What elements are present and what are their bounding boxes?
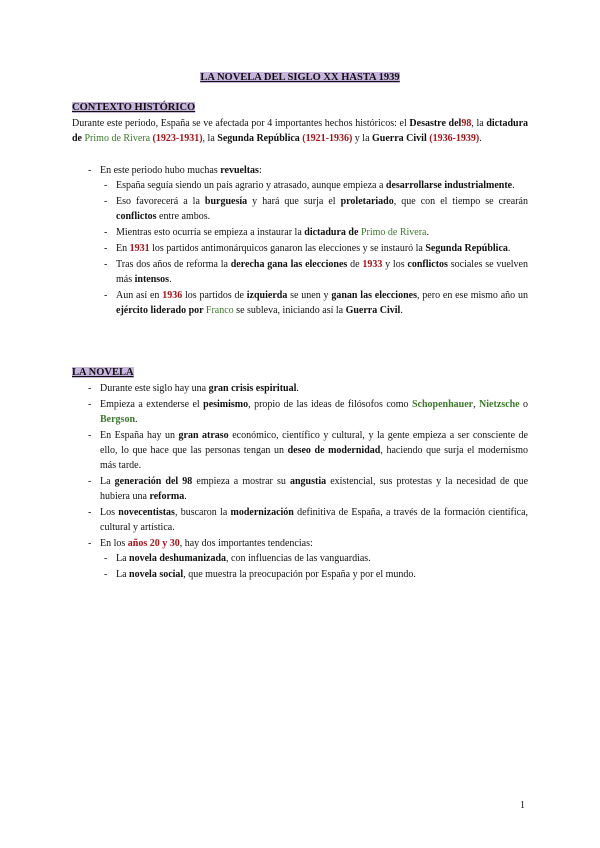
list-item: - Aun así en 1936 los partidos de izquierda se unen y ganan las elecciones, pero en ese mismo año un ejército liderado por Franco se subleva, iniciando así la Guerra Civil. <box>72 288 528 318</box>
list-item: - Mientras esto ocurría se empieza a instaurar la dictadura de Primo de Rivera. <box>72 225 528 240</box>
novel-sublist <box>100 551 528 582</box>
list-item: - En este periodo hubo muchas revueltas: - España seguía siendo un país agrario y atrasado, aunque empieza a desarrollarse industrialmente. - Eso favorecerá a la burguesía y hará que surja el proletariado, que con el tiempo se crearán conflictos entre ambos. - Mientras esto ocurría se empieza a instaurar la dictadura de Primo de Rivera. - En 1931 los partidos antimonárquicos ganaron las elecciones y se instauró la Segunda República. - Tras dos años de reforma la derecha gana las elecciones de 1933 y los conflictos sociales se vuelven más intensos. - Aun así en 1936 los partidos de izquierda se unen y ganan las elecciones, pero en ese mismo año un ejército liderado por Franco se subleva, iniciando así la Guerra Civil. <box>72 163 528 318</box>
list-item: - En 1931 los partidos antimonárquicos ganaron las elecciones y se instauró la Segunda República. <box>72 241 528 256</box>
list-item: - La generación del 98 empieza a mostrar su angustia existencial, sus protestas y la necesidad de que hubiera una reforma. <box>72 474 528 504</box>
context-list <box>72 163 528 319</box>
list-item: - Empieza a extenderse el pesimismo, propio de las ideas de filósofos como Schopenhauer, Nietzsche o Bergson. <box>72 397 528 427</box>
section-heading-context: CONTEXTO HISTÓRICO <box>72 102 196 113</box>
novel-list <box>72 381 528 583</box>
section-heading-novel: LA NOVELA <box>72 367 134 378</box>
page-number: 1 <box>520 800 525 811</box>
list-item: - En España hay un gran atraso económico, científico y cultural, y la gente empieza a ser consciente de ello, lo que hace que las personas tengan un deseo de modernidad, haciendo que surja el modernismo más tarde. <box>72 428 528 473</box>
list-item: - La novela deshumanizada, con influencias de las vanguardias. <box>72 551 528 566</box>
list-item: - España seguía siendo un país agrario y atrasado, aunque empieza a desarrollarse industrialmente. <box>72 178 528 193</box>
list-item: - Los novecentistas, buscaron la modernización definitiva de España, a través de la formación científica, cultural y artística. <box>72 505 528 535</box>
list-item: - Eso favorecerá a la burguesía y hará que surja el proletariado, que con el tiempo se crearán conflictos entre ambos. <box>72 194 528 224</box>
context-sublist <box>100 178 528 318</box>
context-intro-paragraph: Durante este periodo, España se ve afectada por 4 importantes hechos históricos: el Desastre del98, la dictadura de Primo de Rivera (1923-1931), la Segunda República (1921-1936) y la Guerra Civil (1936-1939). <box>72 118 529 144</box>
list-item: - En los años 20 y 30, hay dos importantes tendencias: - La novela deshumanizada, con influencias de las vanguardias. - La novela social, que muestra la preocupación por España y por el mundo. <box>72 536 528 582</box>
document-title: LA NOVELA DEL SIGLO XX HASTA 1939 <box>200 72 400 83</box>
list-item: - La novela social, que muestra la preocupación por España y por el mundo. <box>72 567 528 582</box>
list-item: - Durante este siglo hay una gran crisis espiritual. <box>72 381 528 396</box>
list-item: - Tras dos años de reforma la derecha gana las elecciones de 1933 y los conflictos sociales se vuelven más intensos. <box>72 257 528 287</box>
